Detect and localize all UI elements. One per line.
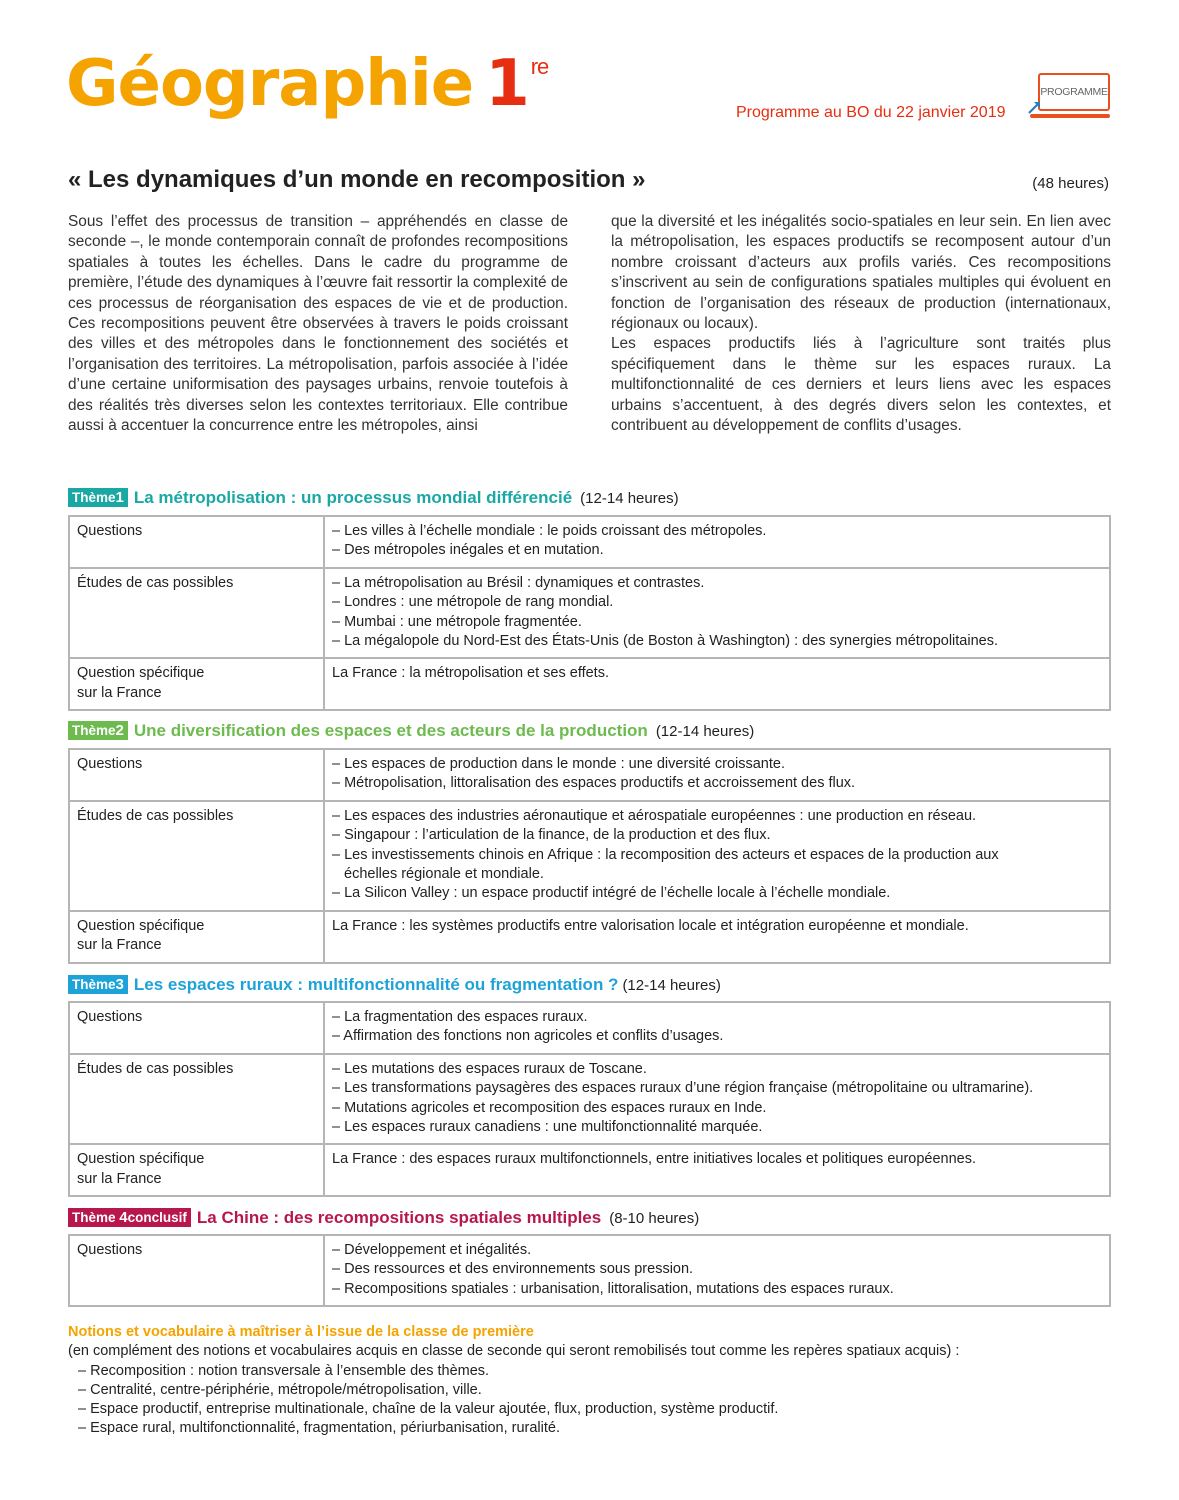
- row-label-line: sur la France: [77, 684, 162, 701]
- list-item: – Recompositions spatiales : urbanisation, littoralisation, mutations des espaces ruraux.: [332, 1280, 894, 1297]
- table-row: [69, 911, 1110, 963]
- page-title: [66, 47, 549, 121]
- badge-extra: conclusif: [127, 1210, 187, 1225]
- notions-heading: Notions et vocabulaire à maîtriser à l’issue de la classe de première: [68, 1324, 534, 1340]
- arrow-icon: [1028, 100, 1042, 114]
- row-label: [69, 658, 324, 710]
- theme-hours: (12-14 heures): [580, 490, 679, 507]
- theme-4-table: [68, 1234, 1111, 1307]
- row-label: Études de cas possibles: [69, 1054, 324, 1145]
- row-content: [324, 516, 1110, 568]
- list-item: – Affirmation des fonctions non agricoles et conflits d’usages.: [332, 1028, 724, 1045]
- row-label-line: Question spécifique: [77, 917, 205, 934]
- row-label: Études de cas possibles: [69, 568, 324, 659]
- theme-badge: [68, 721, 128, 740]
- programme-icon: [1028, 70, 1112, 122]
- notions-intro: (en complément des notions et vocabulaires acquis en classe de seconde qui seront remobilisés tout comme les repères spatiaux acquis) :: [68, 1343, 960, 1360]
- list-item: – La fragmentation des espaces ruraux.: [332, 1009, 588, 1025]
- row-content: [324, 801, 1110, 911]
- badge-word: Thème: [72, 490, 116, 505]
- title-text: Géographie: [66, 47, 474, 121]
- table-row: [69, 1002, 1110, 1054]
- intro-right-column: [611, 212, 1111, 436]
- table-row: [69, 658, 1110, 710]
- list-item: – Les espaces des industries aéronautique et aérospatiale européennes : une production en réseau.: [332, 807, 977, 824]
- list-item: – Les mutations des espaces ruraux de Toscane.: [332, 1060, 647, 1077]
- notions-section: [68, 1323, 959, 1439]
- table-row: [69, 568, 1110, 659]
- row-label: Questions: [69, 1235, 324, 1306]
- theme-badge: [68, 1208, 191, 1227]
- list-item: – Espace rural, multifonctionnalité, fragmentation, périurbanisation, ruralité.: [78, 1420, 560, 1437]
- row-label-line: sur la France: [77, 1170, 162, 1187]
- level-suffix: re: [530, 54, 549, 79]
- row-label: Études de cas possibles: [69, 801, 324, 911]
- theme-badge: [68, 488, 128, 507]
- row-content: [324, 1054, 1110, 1145]
- theme-hours: (12-14 heures): [622, 977, 721, 994]
- list-item: – La mégalopole du Nord-Est des États-Unis (de Boston à Washington) : des synergies métropolitaines.: [332, 633, 999, 650]
- theme-4-heading: [68, 1208, 699, 1228]
- list-item: – La Silicon Valley : un espace productif intégré de l’échelle locale à l’échelle mondiale.: [332, 885, 891, 902]
- theme-hours: (8-10 heures): [609, 1210, 700, 1227]
- row-label-line: Question spécifique: [77, 665, 205, 682]
- badge-word: Thème: [72, 723, 116, 738]
- row-label: [69, 1144, 324, 1196]
- row-content: [324, 568, 1110, 659]
- level-number: 1: [485, 47, 529, 121]
- total-hours: (48 heures): [1032, 175, 1109, 192]
- theme-badge: [68, 975, 128, 994]
- theme-1-table: [68, 515, 1111, 711]
- bo-date: Programme au BO du 22 janvier 2019: [736, 104, 1006, 121]
- row-content: La France : les systèmes productifs entre valorisation locale et intégration européenne et mondiale.: [324, 911, 1110, 963]
- intro-left-column: [68, 212, 568, 436]
- list-item: – Mutations agricoles et recomposition des espaces ruraux en Inde.: [332, 1099, 767, 1116]
- theme-1-heading: [68, 488, 679, 508]
- row-content: La France : des espaces ruraux multifonctionnels, entre initiatives locales et politiques européennes.: [324, 1144, 1110, 1196]
- list-item: – La métropolisation au Brésil : dynamiques et contrastes.: [332, 574, 705, 591]
- list-item: – Les villes à l’échelle mondiale : le poids croissant des métropoles.: [332, 523, 767, 539]
- list-item: – Des métropoles inégales et en mutation.: [332, 542, 604, 559]
- table-row: [69, 801, 1110, 911]
- list-item: – Recomposition : notion transversale à l’ensemble des thèmes.: [78, 1362, 490, 1379]
- row-label: [69, 911, 324, 963]
- table-row: [69, 1144, 1110, 1196]
- row-label: Questions: [69, 749, 324, 801]
- programme-icon-label: PROGRAMME: [1038, 73, 1110, 111]
- list-item: – Les investissements chinois en Afrique : la recomposition des acteurs et espaces de la production aux échelles régionale et mondiale.: [332, 846, 999, 883]
- list-item: – Métropolisation, littoralisation des espaces productifs et accroissement des flux.: [332, 775, 856, 792]
- list-item: – Les espaces de production dans le monde : une diversité croissante.: [332, 756, 785, 772]
- row-label: Questions: [69, 516, 324, 568]
- list-item: – Mumbai : une métropole fragmentée.: [332, 613, 582, 630]
- row-content: [324, 749, 1110, 801]
- programme-icon-base: [1030, 114, 1110, 118]
- theme-hours: (12-14 heures): [655, 723, 755, 740]
- list-item: – Des ressources et des environnements sous pression.: [332, 1261, 694, 1278]
- row-label: Questions: [69, 1002, 324, 1054]
- badge-word: Thème: [72, 977, 116, 992]
- program-subtitle: « Les dynamiques d’un monde en recomposition »: [68, 166, 646, 193]
- intro-paragraph: Sous l’effet des processus de transition – appréhendés en classe de seconde –, le monde contemporain connaît de profondes recompositions spatiales à toutes les échelles. Dans le cadre du programme de première, l’étude des dynamiques à l’œuvre fait ressortir la complexité de ces processus de réorganisation des espaces de vie et de production. Ces recompositions peuvent être observées à travers le poids croissant des villes et des métropoles dans le fonctionnement des sociétés et l’organisation des territoires. La métropolisation, parfois associée à l’idée d’une certaine uniformisation des paysages urbains, renvoie toutefois à des réalités très diverses selon les contextes territoriaux. Elle contribue aussi à accentuer la concurrence entre les métropoles, ainsi: [68, 213, 568, 435]
- intro-paragraph: que la diversité et les inégalités socio-spatiales en leur sein. En lien avec la métropolisation, les espaces productifs se recomposent autour d’un nombre croissant d’acteurs aux profils variés. Ces recompositions s’inscrivent au sein de configurations spatiales multiples qui évoluent en fonction de l’organisation des réseaux de production (internationaux, régionaux ou locaux).: [611, 213, 1111, 333]
- list-item: – Singapour : l’articulation de la finance, de la production et des flux.: [332, 827, 771, 844]
- row-label-line: sur la France: [77, 937, 162, 954]
- theme-3-heading: [68, 975, 721, 995]
- row-content: [324, 1235, 1110, 1306]
- theme-title: Les espaces ruraux : multifonctionnalité ou fragmentation ?: [133, 975, 619, 994]
- table-row: [69, 1054, 1110, 1145]
- badge-number: 2: [115, 722, 124, 739]
- badge-number: 4: [119, 1209, 128, 1226]
- table-row: [69, 516, 1110, 568]
- table-row: [69, 1235, 1110, 1306]
- badge-number: 1: [115, 489, 124, 506]
- table-row: [69, 749, 1110, 801]
- theme-title: La Chine : des recompositions spatiales multiples: [196, 1208, 602, 1227]
- row-label-line: Question spécifique: [77, 1151, 205, 1168]
- list-item: – Développement et inégalités.: [332, 1242, 532, 1258]
- list-item: – Centralité, centre-périphérie, métropole/métropolisation, ville.: [78, 1381, 482, 1398]
- list-item: – Espace productif, entreprise multinationale, chaîne de la valeur ajoutée, flux, production, système productif.: [78, 1401, 779, 1418]
- row-content: La France : la métropolisation et ses effets.: [324, 658, 1110, 710]
- list-item: – Londres : une métropole de rang mondial.: [332, 594, 614, 611]
- theme-2-heading: [68, 721, 754, 741]
- theme-2-table: [68, 748, 1111, 964]
- intro-paragraph: Les espaces productifs liés à l’agriculture sont traités plus spécifiquement dans le thème sur les espaces ruraux. La multifonctionnalité de ces derniers et leurs liens avec les espaces urbains s’accentuent, à des degrés divers selon les contextes, et contribuent au développement de conflits d’usages.: [611, 335, 1111, 435]
- badge-number: 3: [115, 976, 124, 993]
- row-content: [324, 1002, 1110, 1054]
- list-item: – Les espaces ruraux canadiens : une multifonctionnalité marquée.: [332, 1119, 763, 1136]
- theme-title: Une diversification des espaces et des acteurs de la production: [133, 721, 648, 740]
- theme-3-table: [68, 1001, 1111, 1197]
- theme-title: La métropolisation : un processus mondial différencié: [133, 488, 573, 507]
- list-item: – Les transformations paysagères des espaces ruraux d’une région française (métropolitaine ou ultramarine).: [332, 1080, 1034, 1097]
- badge-word: Thème: [72, 1210, 116, 1225]
